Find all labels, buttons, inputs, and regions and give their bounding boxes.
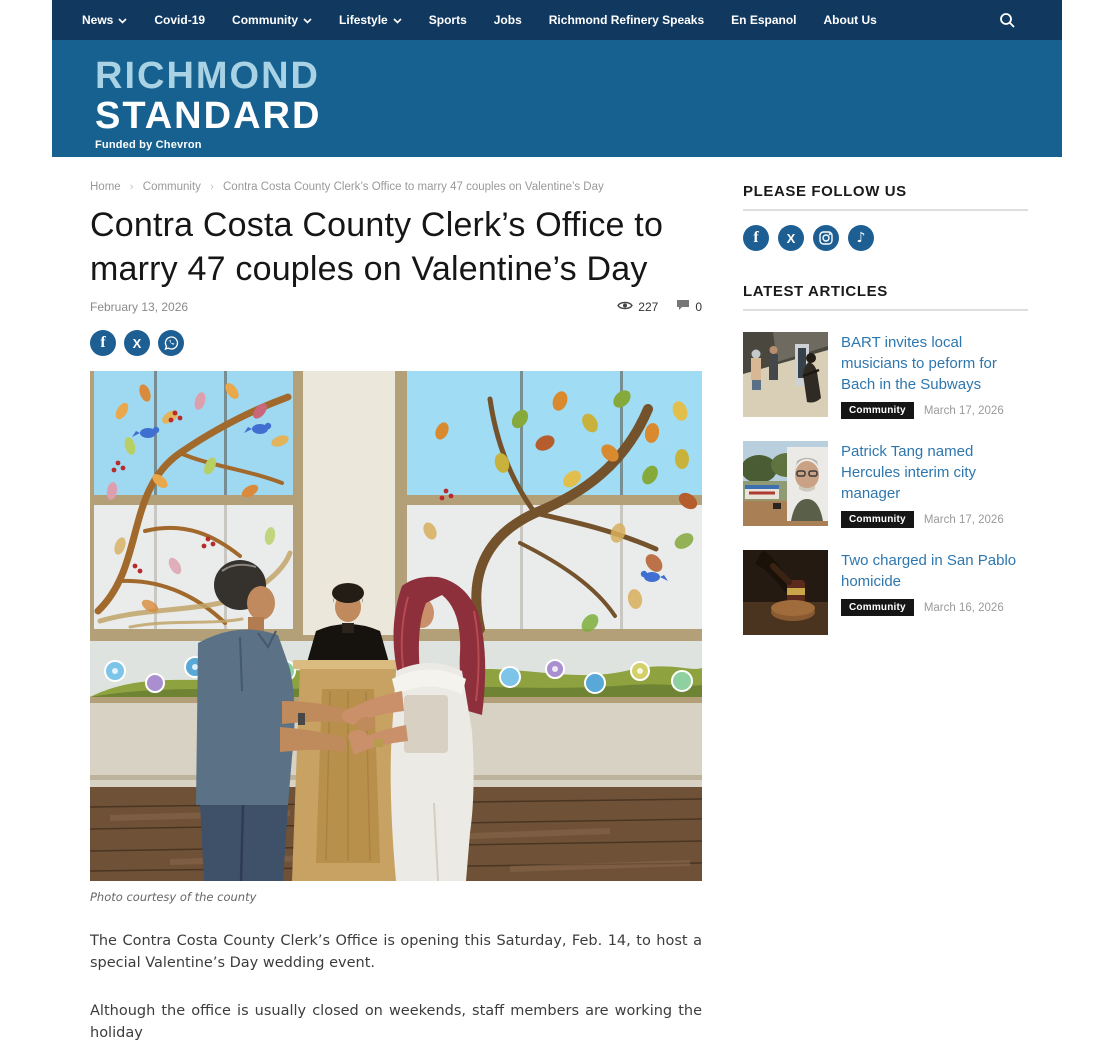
tiktok-icon: ♪ xyxy=(856,230,866,246)
chevron-down-icon xyxy=(393,13,402,27)
latest-article-title[interactable]: BART invites local musicians to peform for Bach in the Subways xyxy=(841,334,997,393)
latest-articles-heading: LATEST ARTICLES xyxy=(743,283,1028,311)
nav-item-refinery-speaks[interactable]: Richmond Refinery Speaks xyxy=(548,13,705,27)
nav-item-lifestyle[interactable]: Lifestyle xyxy=(339,13,402,27)
article-photo xyxy=(90,371,702,881)
share-facebook-button[interactable] xyxy=(90,330,116,356)
nav-item-about-us[interactable]: About Us xyxy=(823,13,877,27)
article-thumbnail-patrick-tang[interactable] xyxy=(743,441,828,526)
share-whatsapp-button[interactable] xyxy=(158,330,184,356)
follow-facebook-button[interactable] xyxy=(743,225,769,251)
follow-us-heading: PLEASE FOLLOW US xyxy=(743,183,1028,211)
comment-counter[interactable] xyxy=(676,299,702,314)
logo-tagline: Funded by Chevron xyxy=(95,139,202,151)
breadcrumb-current: Contra Costa County Clerk’s Office to marry 47 couples on Valentine’s Day xyxy=(223,181,604,193)
follow-instagram-button[interactable] xyxy=(813,225,839,251)
wedding-ceremony-photo xyxy=(90,371,702,881)
x-icon: X xyxy=(786,230,796,246)
list-item xyxy=(743,550,1028,635)
article-thumbnail-gavel[interactable] xyxy=(743,550,828,635)
comment-icon xyxy=(676,299,690,314)
photo-caption: Photo courtesy of the county xyxy=(90,890,257,904)
masthead xyxy=(52,40,1062,157)
category-badge[interactable]: Community xyxy=(841,511,914,528)
facebook-icon: f xyxy=(100,334,106,351)
eye-icon xyxy=(617,300,633,314)
instagram-icon xyxy=(819,231,833,245)
breadcrumb-separator: › xyxy=(129,181,134,193)
facebook-icon: f xyxy=(753,229,759,246)
breadcrumb-section[interactable]: Community xyxy=(142,181,201,193)
top-nav-bar xyxy=(52,0,1062,40)
search-icon[interactable] xyxy=(999,12,1016,29)
list-item xyxy=(743,441,1028,528)
latest-article-date: March 17, 2026 xyxy=(923,404,1004,417)
chevron-down-icon xyxy=(303,13,312,27)
article-paragraph: The Contra Costa County Clerk’s Office is opening this Saturday, Feb. 14, to host a special Valentine’s Day wedding event. xyxy=(90,933,702,971)
whatsapp-icon xyxy=(164,336,179,351)
view-counter xyxy=(617,300,658,314)
x-icon: X xyxy=(132,335,142,351)
nav-item-jobs[interactable]: Jobs xyxy=(493,13,522,27)
latest-article-title[interactable]: Patrick Tang named Hercules interim city manager xyxy=(841,443,977,502)
article-date: February 13, 2026 xyxy=(90,299,189,314)
share-x-button[interactable] xyxy=(124,330,150,356)
page-title: Contra Costa County Clerk’s Office to marry 47 couples on Valentine’s Day xyxy=(90,206,664,288)
article-thumbnail-bart[interactable] xyxy=(743,332,828,417)
share-buttons xyxy=(90,330,702,356)
article-paragraph: Although the office is usually closed on weekends, staff members are working the holiday xyxy=(90,1003,702,1041)
nav-item-covid19[interactable]: Covid-19 xyxy=(154,13,206,27)
breadcrumb xyxy=(90,181,702,193)
breadcrumb-separator: › xyxy=(210,181,214,193)
latest-article-date: March 16, 2026 xyxy=(923,601,1004,614)
nav-item-community[interactable]: Community xyxy=(232,13,312,27)
nav-item-news[interactable]: News xyxy=(82,13,127,27)
list-item xyxy=(743,332,1028,419)
site-logo[interactable] xyxy=(95,57,321,151)
breadcrumb-home[interactable]: Home xyxy=(90,181,121,193)
follow-tiktok-button[interactable] xyxy=(848,225,874,251)
category-badge[interactable]: Community xyxy=(841,402,914,419)
logo-line1: RICHMOND xyxy=(95,55,320,97)
follow-icons xyxy=(743,225,1028,251)
latest-article-date: March 17, 2026 xyxy=(923,513,1004,526)
chevron-down-icon xyxy=(118,13,127,27)
nav-item-sports[interactable]: Sports xyxy=(428,13,467,27)
category-badge[interactable]: Community xyxy=(841,599,914,616)
logo-line2: STANDARD xyxy=(95,95,322,137)
comment-count: 0 xyxy=(695,299,702,314)
view-count: 227 xyxy=(638,299,659,314)
nav-item-en-espanol[interactable]: En Espanol xyxy=(731,13,797,27)
follow-x-button[interactable] xyxy=(778,225,804,251)
latest-article-title[interactable]: Two charged in San Pablo homicide xyxy=(841,552,1017,590)
